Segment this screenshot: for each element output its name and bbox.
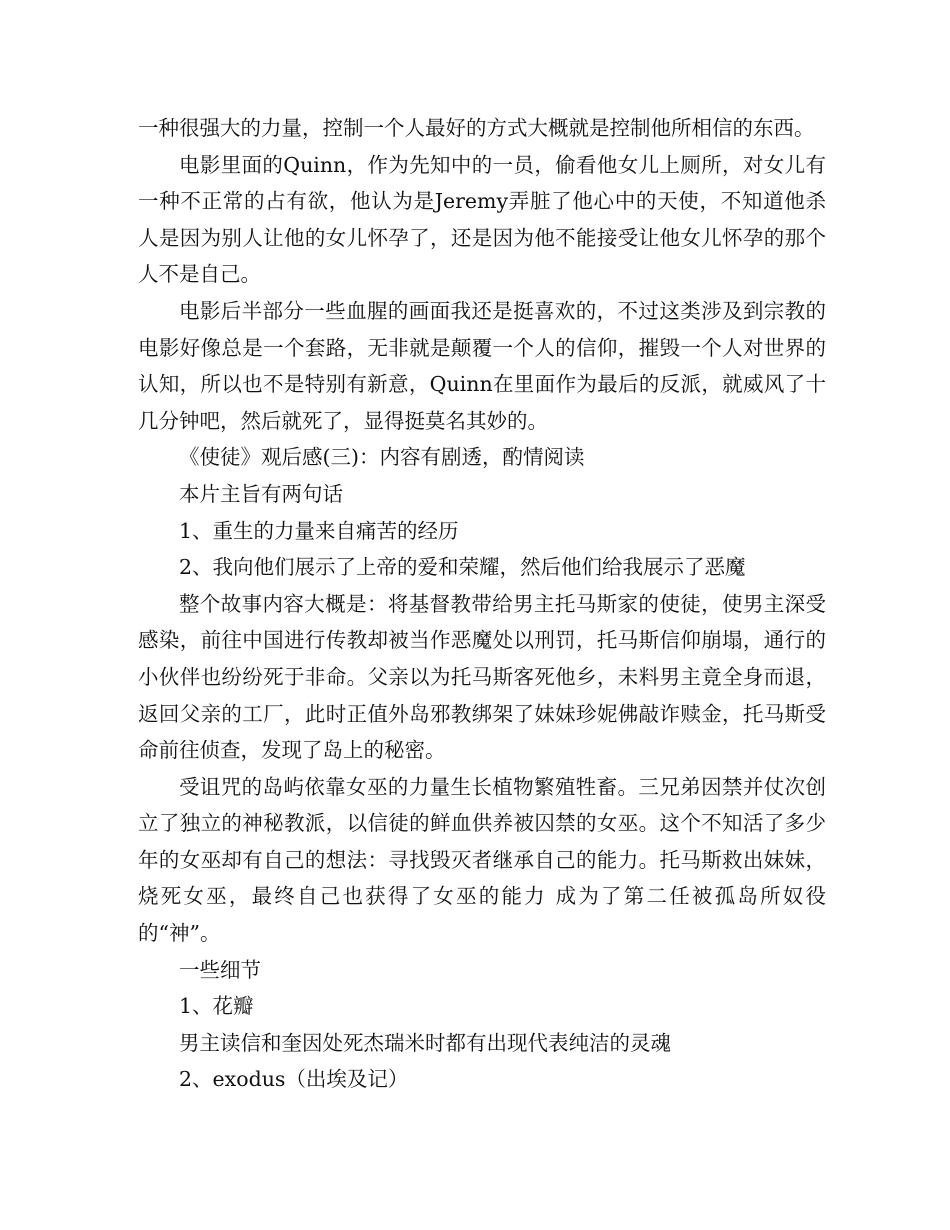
detail-note-1: 男主读信和奎因处死杰瑞米时都有出现代表纯洁的灵魂 xyxy=(179,1030,671,1055)
paragraph-3: 电影后半部分一些血腥的画面我还是挺喜欢的，不过这类涉及到宗教的电影好像总是一个套路，无非就是颠覆一个人的信仰，摧毁一个人对世界的认知，所以也不是特别有新意，Quinn在里面作为最后的反派，就威风了十几分钟吧，然后就死了，显得挺莫名其妙的。 xyxy=(138,298,826,433)
paragraph-1: 一种很强大的力量，控制一个人最好的方式大概就是控制他所相信的东西。 xyxy=(138,116,815,140)
details-heading: 一些细节 xyxy=(179,957,261,982)
section-heading: 《使徒》观后感(三)：内容有剧透，酌情阅读 xyxy=(179,445,585,470)
paragraph-9: 受诅咒的岛屿依靠女巫的力量生长植物繁殖牲畜。三兄弟因禁并仗次创立了独立的神秘教派，以信徒的鲜血供养被囚禁的女巫。这个不知活了多少年的女巫却有自己的想法：寻找毁灭者继承自己的能力。托马斯救出妹妹，烧死女巫，最终自己也获得了女巫的能力 成为了第二任被孤岛所奴役的“神”。 xyxy=(138,774,826,946)
list-item-1: 1、重生的力量来自痛苦的经历 xyxy=(179,518,459,543)
paragraph-5: 本片主旨有两句话 xyxy=(179,481,343,506)
detail-item-1: 1、花瓣 xyxy=(179,994,254,1019)
list-item-2: 2、我向他们展示了上帝的爱和荣耀，然后他们给我展示了恶魔 xyxy=(179,555,746,580)
paragraph-8: 整个故事内容大概是：将基督教带给男主托马斯家的使徒，使男主深受感染，前往中国进行传教却被当作恶魔处以刑罚，托马斯信仰崩塌，通行的小伙伴也纷纷死于非命。父亲以为托马斯客死他乡，未料男主竟全身而退，返回父亲的工厂，此时正值外岛邪教绑架了妹妹珍妮佛敲诈赎金，托马斯受命前往侦查，发现了岛上的秘密。 xyxy=(138,591,826,763)
detail-item-2: 2、exodus（出埃及记） xyxy=(179,1067,409,1092)
paragraph-2: 电影里面的Quinn，作为先知中的一员，偷看他女儿上厕所，对女儿有一种不正常的占有欲，他认为是Jeremy弄脏了他心中的天使，不知道他杀人是因为别人让他的女儿怀孕了，还是因为他不能接受让他女儿怀孕的那个人不是自己。 xyxy=(138,152,826,287)
document-page xyxy=(138,110,826,1098)
